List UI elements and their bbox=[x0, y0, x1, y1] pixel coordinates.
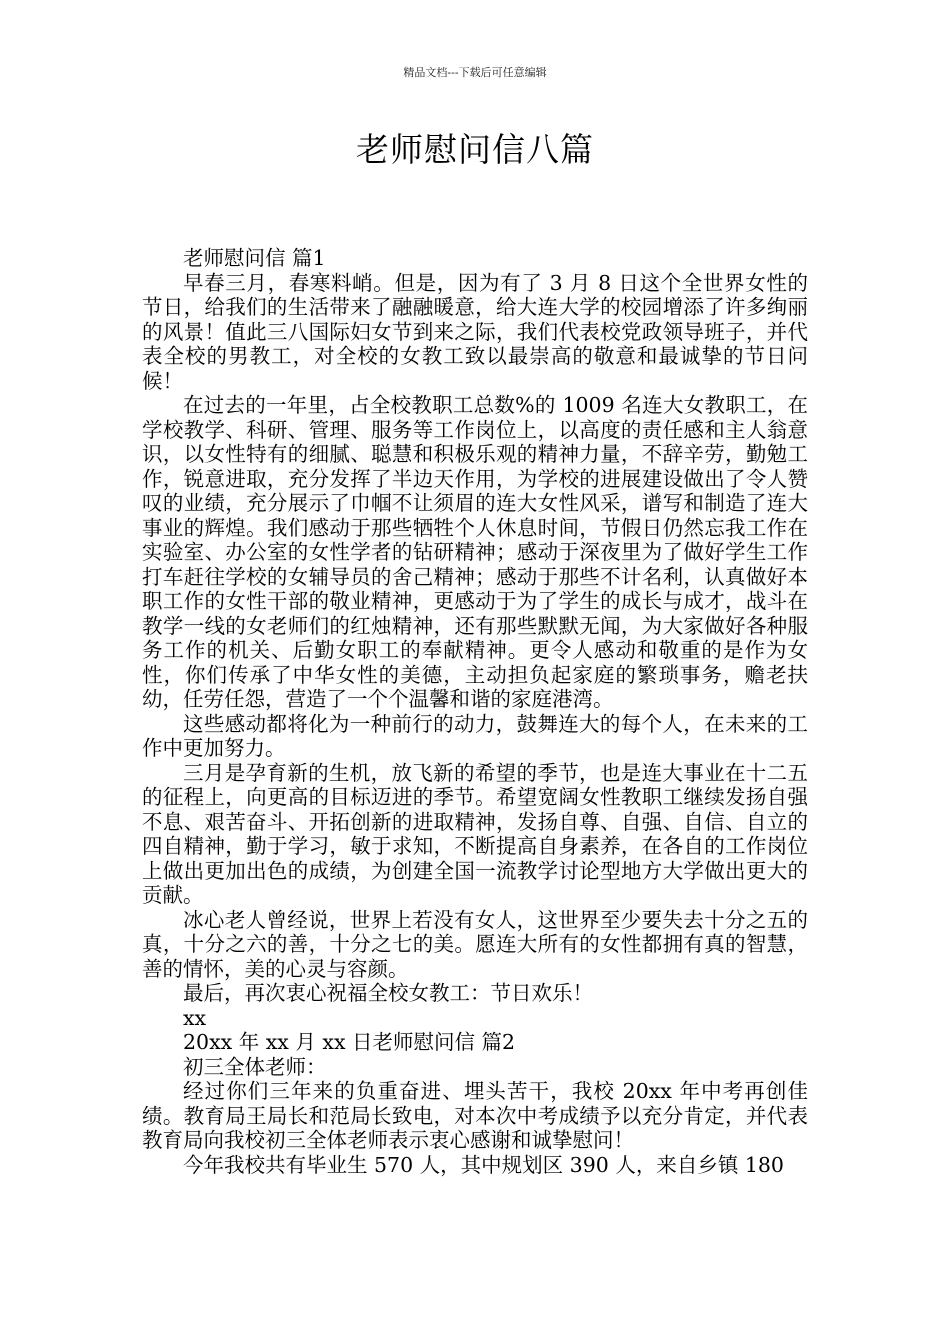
body-paragraph: 早春三月，春寒料峭。但是，因为有了 3 月 8 日这个全世界女性的节日，给我们的生活带来了融融暖意，给大连大学的校园增添了许多绚丽的风景！值此三八国际妇女节到来之际，我们代表校党政领导班子，并代表全校的男教工，对全校的女教工致以最崇高的敬意和最诚挚的节日问候！ bbox=[142, 270, 808, 393]
body-paragraph: 三月是孕育新的生机，放飞新的希望的季节，也是连大事业在十二五的征程上，向更高的目标迈进的季节。希望宽阔女性教职工继续发扬自强不息、艰苦奋斗、开拓创新的进取精神，发扬自尊、自强、自信、自立的四自精神，勤于学习，敏于求知，不断提高自身素养，在各自的工作岗位上做出更加出色的成绩，为创建全国一流教学讨论型地方大学做出更大的贡献。 bbox=[142, 760, 808, 907]
signature-line: xx bbox=[183, 1005, 207, 1030]
body-paragraph: 冰心老人曾经说，世界上若没有女人，这世界至少要失去十分之五的真，十分之六的善，十分之七的美。愿连大所有的女性都拥有真的智慧，善的情怀，美的心灵与容颜。 bbox=[142, 907, 808, 981]
body-paragraph: 今年我校共有毕业生 570 人，其中规划区 390 人，来自乡镇 180 bbox=[183, 1152, 784, 1177]
date-and-section-heading-2: 20xx 年 xx 月 xx 日老师慰问信 篇2 bbox=[183, 1030, 516, 1054]
body-paragraph: 这些感动都将化为一种前行的动力，鼓舞连大的每个人，在未来的工作中更加努力。 bbox=[142, 711, 808, 760]
closing-line: 最后，再次衷心祝福全校女教工：节日欢乐！ bbox=[183, 981, 593, 1005]
salutation: 初三全体老师： bbox=[183, 1054, 327, 1079]
section-heading-1: 老师慰问信 篇1 bbox=[183, 246, 326, 270]
document-body bbox=[142, 246, 808, 1177]
document-title: 老师慰问信八篇 bbox=[356, 130, 594, 169]
body-paragraph: 经过你们三年来的负重奋进、埋头苦干，我校 20xx 年中考再创佳绩。教育局王局长和范局长致电，对本次中考成绩予以充分肯定，并代表教育局向我校初三全体老师表示衷心感谢和诚挚慰问！ bbox=[142, 1079, 808, 1152]
header-note: 精品文档---下载后可任意编辑 bbox=[403, 66, 547, 79]
body-paragraph: 在过去的一年里，占全校教职工总数%的 1009 名连大女教职工，在学校教学、科研、管理、服务等工作岗位上，以高度的责任感和主人翁意识，以女性特有的细腻、聪慧和积极乐观的精神力量，不辞辛劳，勤勉工作，锐意进取，充分发挥了半边天作用，为学校的进展建设做出了令人赞叹的业绩，充分展示了巾帼不让须眉的连大女性风采，谱写和制造了连大事业的辉煌。我们感动于那些牺牲个人休息时间，节假日仍然忘我工作在实验室、办公室的女性学者的钻研精神；感动于深夜里为了做好学生工作打车赶往学校的女辅导员的舍己精神；感动于那些不计名利，认真做好本职工作的女性干部的敬业精神，更感动于为了学生的成长与成才，战斗在教学一线的女老师们的红烛精神，还有那些默默无闻，为大家做好各种服务工作的机关、后勤女职工的奉献精神。更令人感动和敬重的是作为女性，你们传承了中华女性的美德，主动担负起家庭的繁琐事务，赡老扶幼，任劳任怨，营造了一个个温馨和谐的家庭港湾。 bbox=[142, 393, 808, 711]
